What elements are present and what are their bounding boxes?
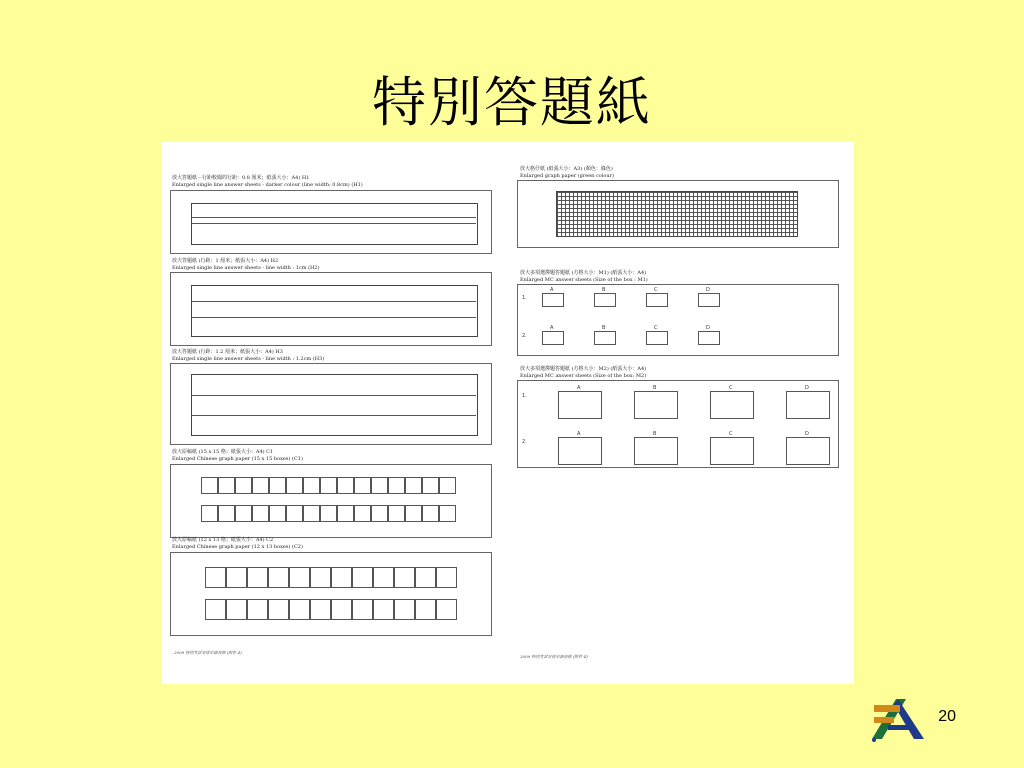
mc-row-label: 2. <box>522 439 527 445</box>
graph-square <box>289 599 310 620</box>
chinese-graph-box-c2 <box>170 552 492 636</box>
mc-row-label: 2. <box>522 333 527 339</box>
graph-square <box>354 505 371 522</box>
mc-answer-bubble[interactable] <box>710 437 754 465</box>
hkeaa-logo-icon <box>868 695 928 743</box>
graph-square <box>289 567 310 588</box>
graph-square <box>415 567 436 588</box>
mc-answer-bubble[interactable] <box>594 331 616 345</box>
graph-square <box>422 477 439 494</box>
mc-option-label: D <box>706 325 710 331</box>
section-caption-en: Enlarged MC answer sheets (Size of the box : M1) <box>520 277 648 283</box>
section-caption-cn: 放大原稿紙 (12 x 13 格；紙張大小：A4) C2 <box>172 537 274 543</box>
graph-square <box>405 477 422 494</box>
graph-square <box>269 477 286 494</box>
mc-answer-bubble[interactable] <box>558 437 602 465</box>
graph-square <box>235 505 252 522</box>
sheet-footer: 2009 特別考試安排申請表格 (附件 4) <box>520 654 588 659</box>
mc-answer-bubble[interactable] <box>542 331 564 345</box>
answer-sheet-image <box>162 142 854 684</box>
graph-square <box>252 477 269 494</box>
section-caption-en: Enlarged Chinese graph paper (12 x 13 boxes) (C2) <box>172 544 303 550</box>
mc-option-label: A <box>577 385 581 391</box>
mc-answer-bubble[interactable] <box>698 293 720 307</box>
slide-title: 特別答題紙 <box>372 71 652 134</box>
graph-square <box>201 505 218 522</box>
graph-square <box>388 505 405 522</box>
graph-square <box>371 477 388 494</box>
graph-square <box>337 477 354 494</box>
section-caption-cn: 放大多項選擇題答題紙 (方格大小：M2) (紙張大小：A4) <box>520 366 647 372</box>
graph-square <box>205 599 226 620</box>
sheet-footer: 2009 特別考試安排申請表格 (附件 4) <box>174 650 242 655</box>
mc-answer-bubble[interactable] <box>786 437 830 465</box>
graph-square <box>252 505 269 522</box>
graph-square <box>439 477 456 494</box>
mc-option-label: D <box>805 431 809 437</box>
graph-square <box>371 505 388 522</box>
graph-square <box>269 505 286 522</box>
graph-square <box>310 599 331 620</box>
section-caption-cn: 放大格仔紙 (紙張大小：A3) (顏色：綠色) <box>520 166 613 172</box>
graph-paper-box <box>517 180 839 248</box>
mc-option-label: A <box>550 325 554 331</box>
graph-square <box>439 505 456 522</box>
section-caption-en: Enlarged Chinese graph paper (15 x 15 boxes) (C1) <box>172 456 303 462</box>
graph-square <box>354 477 371 494</box>
chinese-graph-box-c1 <box>170 464 492 538</box>
graph-paper-grid <box>556 191 798 237</box>
graph-square <box>405 505 422 522</box>
mc-answer-bubble[interactable] <box>634 391 678 419</box>
graph-square <box>388 477 405 494</box>
graph-square <box>331 599 352 620</box>
graph-square <box>320 505 337 522</box>
graph-square <box>201 477 218 494</box>
mc-answer-bubble[interactable] <box>646 293 668 307</box>
graph-square <box>422 505 439 522</box>
graph-square <box>320 477 337 494</box>
graph-square <box>352 567 373 588</box>
single-line-box <box>170 272 492 346</box>
mc-answer-bubble[interactable] <box>542 293 564 307</box>
mc-option-label: D <box>706 287 710 293</box>
mc-answer-bubble[interactable] <box>710 391 754 419</box>
mc-option-label: C <box>654 287 658 293</box>
mc-option-label: D <box>805 385 809 391</box>
graph-square <box>226 567 247 588</box>
mc-answer-bubble[interactable] <box>558 391 602 419</box>
section-caption-cn: 放大答題紙 (行距：1 厘米；紙張大小：A4) H2 <box>172 258 279 264</box>
single-line-box <box>170 190 492 254</box>
graph-square <box>310 567 331 588</box>
graph-square <box>415 599 436 620</box>
section-caption-cn: 放大答題紙－行距較闊的行距：0.8 厘米；紙張大小：A4) H1 <box>172 175 310 181</box>
graph-square <box>303 505 320 522</box>
graph-square <box>218 505 235 522</box>
graph-square <box>436 599 457 620</box>
graph-square <box>331 567 352 588</box>
section-caption-cn: 放大多項選擇題答題紙 (方格大小：M1) (紙張大小：A4) <box>520 270 647 276</box>
mc-answer-box-m2 <box>517 380 839 468</box>
section-caption-cn: 放大答題紙 (行距：1.2 厘米；紙張大小：A4) H3 <box>172 349 283 355</box>
page-number: 20 <box>938 708 956 725</box>
graph-square <box>226 599 247 620</box>
mc-option-label: A <box>550 287 554 293</box>
mc-answer-bubble[interactable] <box>634 437 678 465</box>
graph-square <box>286 477 303 494</box>
mc-option-label: C <box>729 385 733 391</box>
mc-answer-bubble[interactable] <box>786 391 830 419</box>
graph-square <box>286 505 303 522</box>
graph-square <box>303 477 320 494</box>
mc-answer-bubble[interactable] <box>698 331 720 345</box>
single-line-box <box>170 363 492 445</box>
section-caption-en: Enlarged single line answer sheets - line width : 1cm (H2) <box>172 265 320 271</box>
mc-row-label: 1. <box>522 295 527 301</box>
mc-option-label: B <box>602 325 606 331</box>
graph-square <box>436 567 457 588</box>
graph-square <box>394 599 415 620</box>
mc-option-label: B <box>653 431 657 437</box>
graph-square <box>235 477 252 494</box>
graph-square <box>352 599 373 620</box>
graph-square <box>337 505 354 522</box>
mc-answer-bubble[interactable] <box>594 293 616 307</box>
graph-square <box>268 567 289 588</box>
graph-square <box>205 567 226 588</box>
mc-option-label: B <box>653 385 657 391</box>
graph-square <box>373 567 394 588</box>
graph-square <box>373 599 394 620</box>
mc-option-label: B <box>602 287 606 293</box>
section-caption-en: Enlarged single line answer sheets - darker colour (line width: 0.8cm) (H1) <box>172 182 363 188</box>
mc-answer-bubble[interactable] <box>646 331 668 345</box>
section-caption-en: Enlarged MC answer sheets (Size of the box: M2) <box>520 373 647 379</box>
mc-option-label: C <box>654 325 658 331</box>
mc-option-label: C <box>729 431 733 437</box>
graph-square <box>268 599 289 620</box>
mc-option-label: A <box>577 431 581 437</box>
graph-square <box>394 567 415 588</box>
section-caption-en: Enlarged graph paper (green colour) <box>520 173 614 179</box>
section-caption-cn: 放大原稿紙 (15 x 15 格；紙張大小：A4) C1 <box>172 449 274 455</box>
mc-row-label: 1. <box>522 393 527 399</box>
graph-square <box>247 567 268 588</box>
graph-square <box>218 477 235 494</box>
graph-square <box>247 599 268 620</box>
mc-answer-box-m1 <box>517 284 839 356</box>
section-caption-en: Enlarged single line answer sheets - line width : 1.2cm (H3) <box>172 356 325 362</box>
